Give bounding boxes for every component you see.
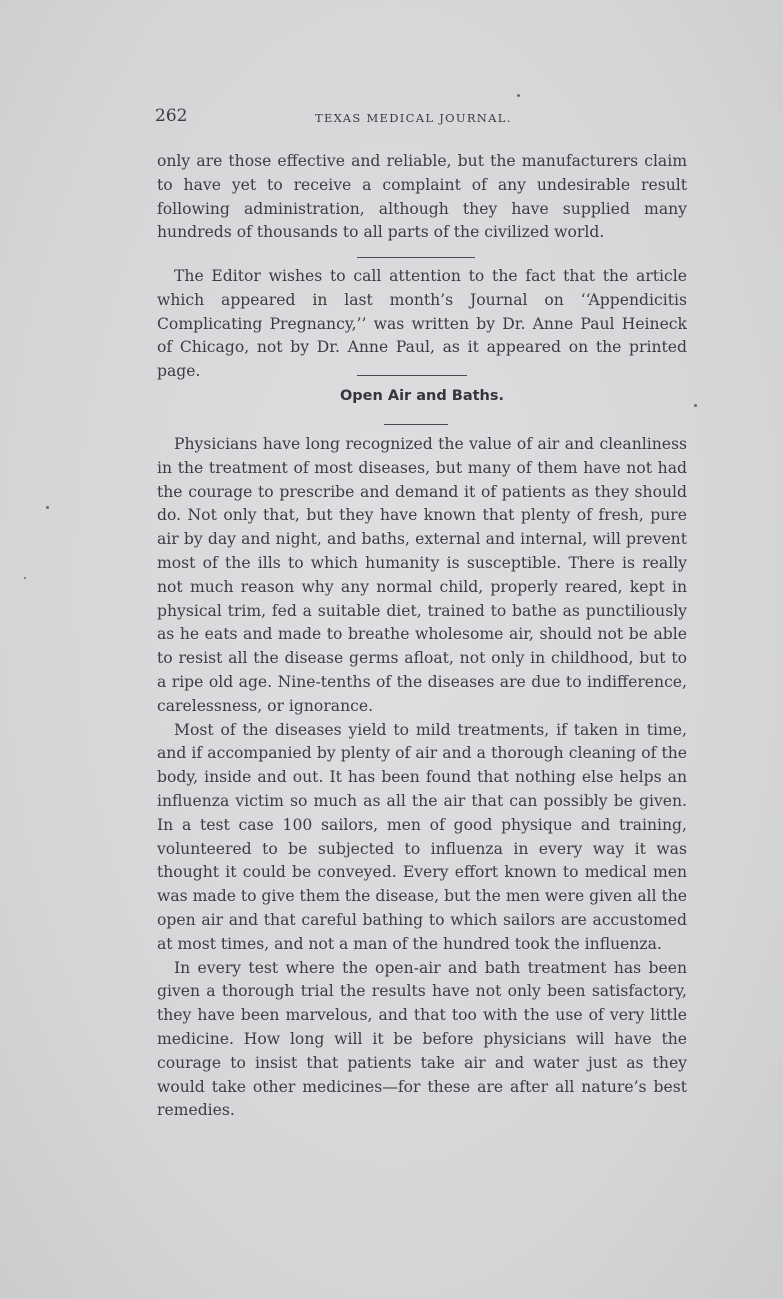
scan-speck [694,404,697,407]
scan-speck [24,577,26,579]
editor-note: The Editor wishes to call attention to the fact that the article which appeared in last month’s Journal on ‘‘Appendicitis Complicating Pregnancy,’’ was written by Dr. Anne Paul Heineck of Chicago, not by Dr. Anne Paul, as it appeared on the printed page. [157,267,687,381]
article-body [157,433,687,1123]
article-paragraph: Most of the diseases yield to mild treatments, if taken in time, and if accompanied by plenty of air and a thorough cleaning of the body, inside and out. It has been found that nothing else helps an influenza victim so much as all the air that can possibly be given. In a test case 100 sailors, men of good physique and training, volunteered to be subjected to influenza in every way it was thought it could be conveyed. Every effort known to medical men was made to give them the disease, but the men were given all the open air and that careful bathing to which sailors are accustomed at most times, and not a man of the hundred took the influenza. [157,720,687,953]
section-divider-rule [357,257,475,258]
article-title: Open Air and Baths. [339,388,505,404]
title-underline-rule [384,424,448,425]
running-head: TEXAS MEDICAL JOURNAL. [315,111,512,125]
page-number: 262 [155,106,188,126]
scan-speck [517,94,520,97]
page-header [155,106,687,132]
section-divider-rule [357,375,467,376]
intro-paragraph-block [157,150,687,245]
intro-paragraph: only are those effective and reliable, but the manufacturers claim to have yet to receive a complaint of any undesirable result following administration, although they have supplied many hundreds of thousands to all parts of the civilized world. [157,152,687,242]
editor-note-block [157,265,687,384]
scan-speck [46,506,49,509]
article-paragraph: In every test where the open-air and bath treatment has been given a thorough trial the results have not only been satisfactory, they have been marvelous, and that too with the use of very little medicine. How long will it be before physicians will have the courage to insist that patients take air and water just as they would take other medicines—for these are after all nature’s best remedies. [157,958,687,1120]
article-paragraph: Physicians have long recognized the value of air and cleanliness in the treatment of most diseases, but many of them have not had the courage to prescribe and demand it of patients as they should do. Not only that, but they have known that plenty of fresh, pure air by day and night, and baths, external and internal, will prevent most of the ills to which humanity is susceptible. There is really not much reason why any normal child, properly reared, kept in physical trim, fed a suitable diet, trained to bathe as punctiliously as he eats and made to breathe wholesome air, should not be able to resist all the disease germs afloat, not only in childhood, but to a ripe old age. Nine-tenths of the diseases are due to indifference, carelessness, or ignorance. [157,435,687,715]
